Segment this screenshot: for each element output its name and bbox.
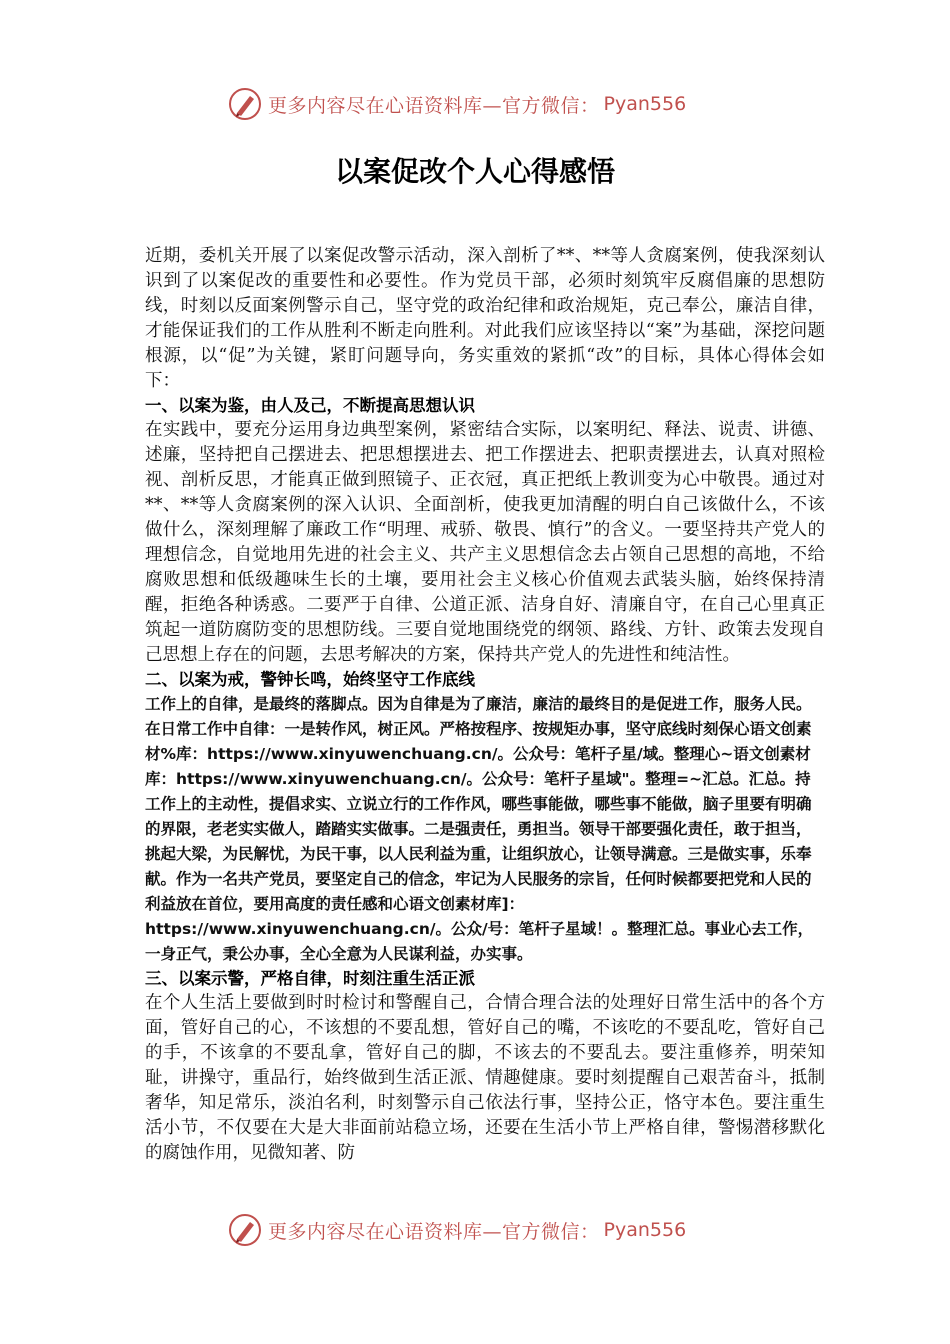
section-2-heading: 二、以案为戒，警钟长鸣，始终坚守工作底线 bbox=[145, 670, 475, 689]
page-title: 以案促改个人心得感悟 bbox=[334, 155, 615, 188]
section-3-heading: 三、以案示警，严格自律，时刻注重生活正派 bbox=[145, 969, 475, 988]
section-2-body-text: 工作上的自律，是最终的落脚点。因为自律是为了廉洁，廉洁的最终目的是促进工作，服务人民。在日常工作中自律：一是转作风，树正风。严格按程序、按规矩办事，坚守底线时刻保心语文创素材%库：https://www.xinyuwenchuang.cn/。公众号：笔杆子星/域。整理心~语文创素材库：https://www.xinyuwenchuang.cn/。公众号：笔杆子星域"。整理=~汇总。汇总。持工作上的主动性，提倡求实、立说立行的工作作风，哪些事能做，哪些事不能做，脑子里要有明确的界限，老老实实做人，踏踏实实做事。二是强责任，勇担当。领导干部要强化责任，敢于担当，挑起大梁，为民解忧，为民干事，以人民利益为重，让组织放心，让领导满意。三是做实事，乐奉献。作为一名共产党员，要坚定自己的信念，牢记为人民服务的宗旨，任何时候都要把党和人民的利益放在首位，要用高度的责任感和心语文创素材库]：https://www.xinyuwenchuang.cn/。公众/号：笔杆子星域！。整理汇总。事业心去工作，一身正气，秉公办事，全心全意为人民谋利益，办实事。 bbox=[145, 695, 814, 963]
section-2-body bbox=[145, 692, 825, 967]
section-3-body: 在个人生活上要做到时时检讨和警醒自己，合情合理合法的处理好日常生活中的各个方面，管好自己的心，不该想的不要乱想，管好自己的嘴，不该吃的不要乱吃，管好自己的手，不该拿的不要乱拿，管好自己的脚，不该去的不要乱去。要注重修养，明荣知耻，讲操守，重品行，始终做到生活正派、情趣健康。要时刻提醒自己艰苦奋斗，抵制奢华，知足常乐，淡泊名利，时刻警示自己依法行事，坚持公正，恪守本色。要注重生活小节，不仅要在大是大非面前站稳立场，还要在生活小节上严格自律，警惕潜移默化的腐蚀作用，见微知著、防 bbox=[145, 993, 825, 1163]
document-body bbox=[145, 244, 825, 1166]
pen-logo-icon bbox=[228, 87, 262, 121]
pen-logo-icon bbox=[228, 1213, 262, 1247]
banner-text: 更多内容尽在心语资料库—官方微信： bbox=[268, 94, 600, 117]
banner-wechat-id: Pyan556 bbox=[603, 93, 687, 115]
intro-paragraph: 近期，委机关开展了以案促改警示活动，深入剖析了**、**等人贪腐案例，使我深刻认识到了以案促改的重要性和必要性。作为党员干部，必须时刻筑牢反腐倡廉的思想防线，时刻以反面案例警示自己，坚守党的政治纪律和政治规矩，克己奉公，廉洁自律，才能保证我们的工作从胜利不断走向胜利。对此我们应该坚持以“案”为基础，深挖问题根源，以“促”为关键，紧盯问题导向，务实重效的紧抓“改”的目标，具体心得体会如下： bbox=[145, 246, 825, 391]
header-banner bbox=[228, 86, 686, 122]
banner-wechat-id: Pyan556 bbox=[603, 1219, 687, 1241]
footer-banner bbox=[228, 1212, 686, 1248]
section-1-body: 在实践中，要充分运用身边典型案例，紧密结合实际，以案明纪、释法、说责、讲德、述廉，坚持把自己摆进去、把思想摆进去、把工作摆进去、把职责摆进去，认真对照检视、剖析反思，才能真正做到照镜子、正衣冠，真正把纸上教训变为心中敬畏。通过对**、**等人贪腐案例的深入认识、全面剖析，使我更加清醒的明白自己该做什么，不该做什么，深刻理解了廉政工作“明理、戒骄、敬畏、慎行”的含义。一要坚持共产党人的理想信念，自觉地用先进的社会主义、共产主义思想信念去占领自己思想的高地，不给腐败思想和低级趣味生长的土壤，要用社会主义核心价值观去武装头脑，始终保持清醒，拒绝各种诱惑。二要严于自律、公道正派、洁身自好、清廉自守，在自己心里真正筑起一道防腐防变的思想防线。三要自觉地围绕党的纲领、路线、方针、政策去发现自己思想上存在的问题，去思考解决的方案，保持共产党人的先进性和纯洁性。 bbox=[145, 420, 825, 665]
banner-text: 更多内容尽在心语资料库—官方微信： bbox=[268, 1220, 600, 1243]
section-1-heading: 一、以案为鉴，由人及己，不断提高思想认识 bbox=[145, 396, 475, 415]
